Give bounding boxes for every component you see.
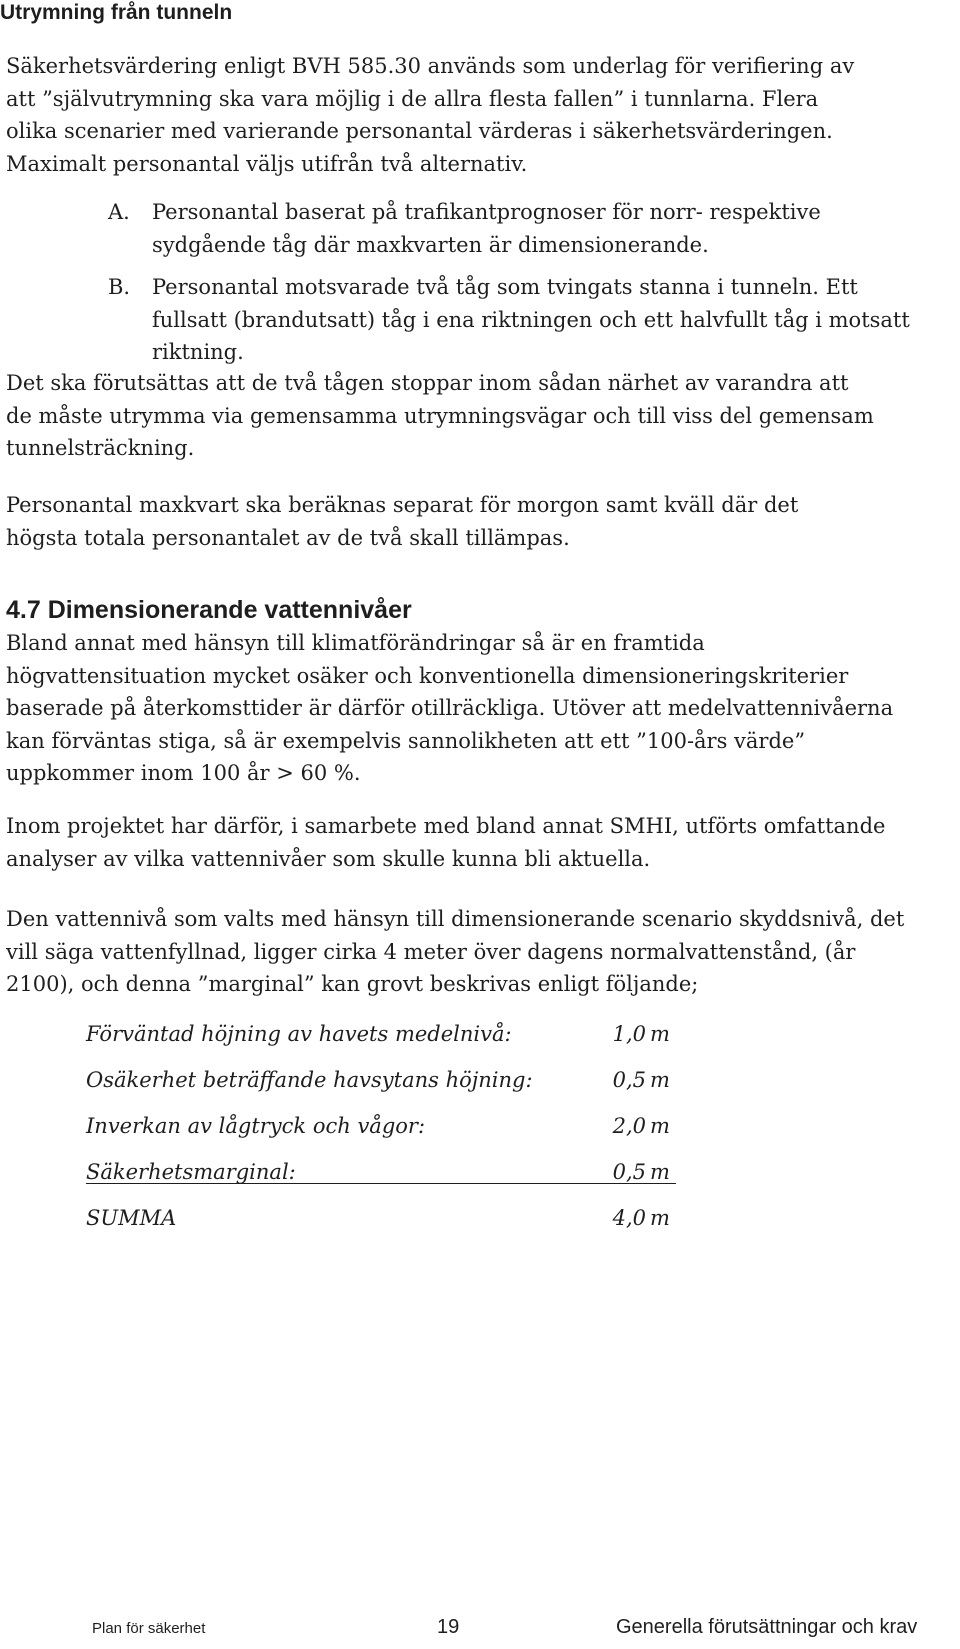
section-paragraph-2: Inom projektet har därför, i samarbete med bland annat SMHI, utförts omfattande analyser av vilka vattennivåer som skulle kunna bli aktuella.	[6, 814, 886, 871]
list-item-text: Personantal motsvarade två tåg som tvingats stanna i tunneln. Ett fullsatt (brandutsatt) tåg i ena riktningen och ett halvfullt tåg i motsatt riktning.	[152, 275, 910, 364]
row-value: 1,0	[612, 1022, 646, 1046]
table-row	[86, 1064, 676, 1110]
section-paragraph-1: Bland annat med hänsyn till klimatförändringar så är en framtida högvattensituation mycket osäker och konventionella dimensioneringskriterier baserade på återkomsttider är därför otillräckliga. Utöver att medelvattennivåerna kan förväntas stiga, så är exempelvis sannolikheten att ett ”100-års värde” uppkommer inom 100 år > 60 %.	[6, 631, 894, 785]
paragraph-maxkvart: Personantal maxkvart ska beräknas separat för morgon samt kväll där det högsta totala personantalet av de två skall tillämpas.	[6, 493, 799, 550]
row-unit: m	[650, 1022, 670, 1046]
row-label: Osäkerhet beträffande havsytans höjning:	[86, 1068, 533, 1092]
list-item	[98, 271, 938, 369]
paragraph-trains: Det ska förutsättas att de två tågen stoppar inom sådan närhet av varandra att de måste utrymma via gemensamma utrymningsvägar och till viss del gemensam tunnelsträckning.	[6, 371, 874, 460]
list-item-text: Personantal baserat på trafikantprognoser för norr- respektive sydgående tåg där maxkvarten är dimensionerande.	[152, 200, 821, 257]
row-unit: m	[650, 1068, 670, 1092]
row-unit: m	[650, 1160, 670, 1184]
section-paragraph-3: Den vattennivå som valts med hänsyn till dimensionerande scenario skyddsnivå, det vill säga vattenfyllnad, ligger cirka 4 meter över dagens normalvattenstånd, (år 2100), och denna ”marginal” kan grovt beskrivas enligt följande;	[6, 907, 905, 996]
row-value: 4,0	[612, 1206, 646, 1230]
row-label: Förväntad höjning av havets medelnivå:	[86, 1022, 512, 1046]
table-row-total	[86, 1202, 676, 1248]
row-value: 2,0	[612, 1114, 646, 1138]
section-title: 4.7 Dimensionerande vattennivåer	[6, 596, 412, 624]
footer-page-number: 19	[437, 1616, 460, 1638]
page-heading: Utrymning från tunneln	[0, 1, 233, 24]
row-label: SUMMA	[86, 1206, 177, 1230]
table-row	[86, 1156, 676, 1202]
table-row	[86, 1110, 676, 1156]
intro-paragraph: Säkerhetsvärdering enligt BVH 585.30 används som underlag för verifiering av att ”självutrymning ska vara möjlig i de allra flesta fallen” i tunnlarna. Flera olika scenarier med varierande personantal värderas i säkerhetsvärderingen. Maximalt personantal väljs utifrån två alternativ.	[6, 54, 855, 176]
table-row	[86, 1018, 676, 1064]
footer-document-title: Plan för säkerhet	[92, 1620, 206, 1637]
list-item	[98, 196, 938, 261]
list-marker: B.	[108, 275, 131, 299]
row-unit: m	[650, 1206, 670, 1230]
water-level-table	[86, 1018, 676, 1248]
row-value: 0,5	[612, 1160, 646, 1184]
row-label: Inverkan av lågtryck och vågor:	[86, 1114, 426, 1138]
list-marker: A.	[108, 200, 130, 224]
row-unit: m	[650, 1114, 670, 1138]
footer-chapter-title: Generella förutsättningar och krav	[616, 1616, 918, 1638]
row-value: 0,5	[612, 1068, 646, 1092]
scenario-list	[98, 196, 938, 369]
row-label: Säkerhetsmarginal:	[86, 1160, 296, 1184]
